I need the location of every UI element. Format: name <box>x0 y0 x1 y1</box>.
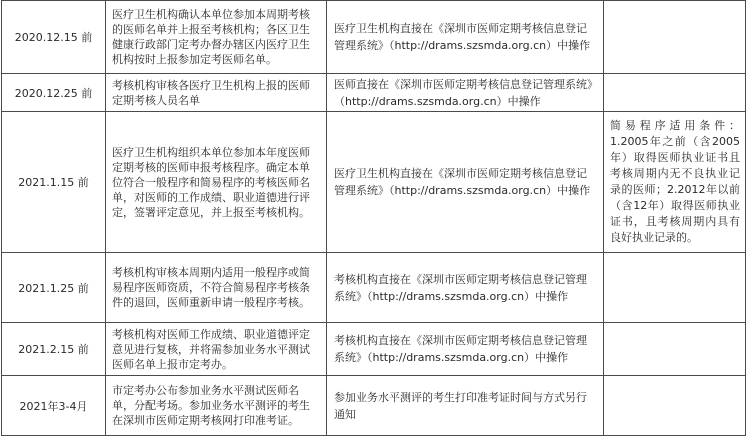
table-row <box>2 1 746 74</box>
schedule-document <box>1 0 745 436</box>
table-row <box>2 74 746 112</box>
table-row <box>2 376 746 436</box>
operation-cell: 参加业务水平测评的考生打印准考证时间与方式另行通知 <box>327 376 604 436</box>
date-cell: 2020.12.25 前 <box>2 74 106 112</box>
note-cell <box>604 74 746 112</box>
note-cell <box>604 253 746 323</box>
task-cell: 考核机构对医师工作成绩、职业道德评定意见进行复核，并将需参加业务水平测试医师名单上报市定考办。 <box>106 323 327 376</box>
task-cell: 医疗卫生机构组织本单位参加本年度医师定期考核的医师申报考核程序。确定本单位符合一般程序和简易程序的考核医师名单，对医师的工作成绩、职业道德进行评定，签署评定意见，并上报至考核机构。 <box>106 112 327 253</box>
task-cell: 市定考办公布参加业务水平测试医师名单，分配考场。参加业务水平测评的考生在深圳市医师定期考核网打印准考证。 <box>106 376 327 436</box>
operation-cell: 医师直接在《深圳市医师定期考核信息登记管理系统》（http://drams.szsmda.org.cn）中操作 <box>327 74 604 112</box>
date-cell: 2021.2.15 前 <box>2 323 106 376</box>
operation-cell: 考核机构直接在《深圳市医师定期考核信息登记管理系统》（http://drams.szsmda.org.cn）中操作 <box>327 323 604 376</box>
table-row <box>2 112 746 253</box>
schedule-table <box>1 0 746 436</box>
task-cell: 考核机构审核各医疗卫生机构上报的医师定期考核人员名单 <box>106 74 327 112</box>
operation-cell: 医疗卫生机构直接在《深圳市医师定期考核信息登记管理系统》（http://drams.szsmda.org.cn）中操作 <box>327 112 604 253</box>
date-cell: 2021.1.15 前 <box>2 112 106 253</box>
operation-cell: 医疗卫生机构直接在《深圳市医师定期考核信息登记管理系统》（http://drams.szsmda.org.cn）中操作 <box>327 1 604 74</box>
note-cell <box>604 1 746 74</box>
task-cell: 医疗卫生机构确认本单位参加本周期考核的医师名单并上报至考核机构；各区卫生健康行政部门定考办督办辖区内医疗卫生机构按时上报参加定考医师名单。 <box>106 1 327 74</box>
table-row <box>2 253 746 323</box>
date-cell: 2021年3-4月 <box>2 376 106 436</box>
date-cell: 2020.12.15 前 <box>2 1 106 74</box>
date-cell: 2021.1.25 前 <box>2 253 106 323</box>
task-cell: 考核机构审核本周期内适用一般程序或简易程序医师资质，不符合简易程序考核条件的退回，医师重新申请一般程序考核。 <box>106 253 327 323</box>
note-cell: 简易程序适用条件：1.2005年之前（含2005年）取得医师执业证书且考核周期内无不良执业记录的医师；2.2012年以前（含12年）取得医师执业证书，且考核周期内具有良好执业记录的。 <box>604 112 746 253</box>
note-cell <box>604 323 746 376</box>
note-cell <box>604 376 746 436</box>
operation-cell: 考核机构直接在《深圳市医师定期考核信息登记管理系统》（http://drams.szsmda.org.cn）中操作 <box>327 253 604 323</box>
table-row <box>2 323 746 376</box>
